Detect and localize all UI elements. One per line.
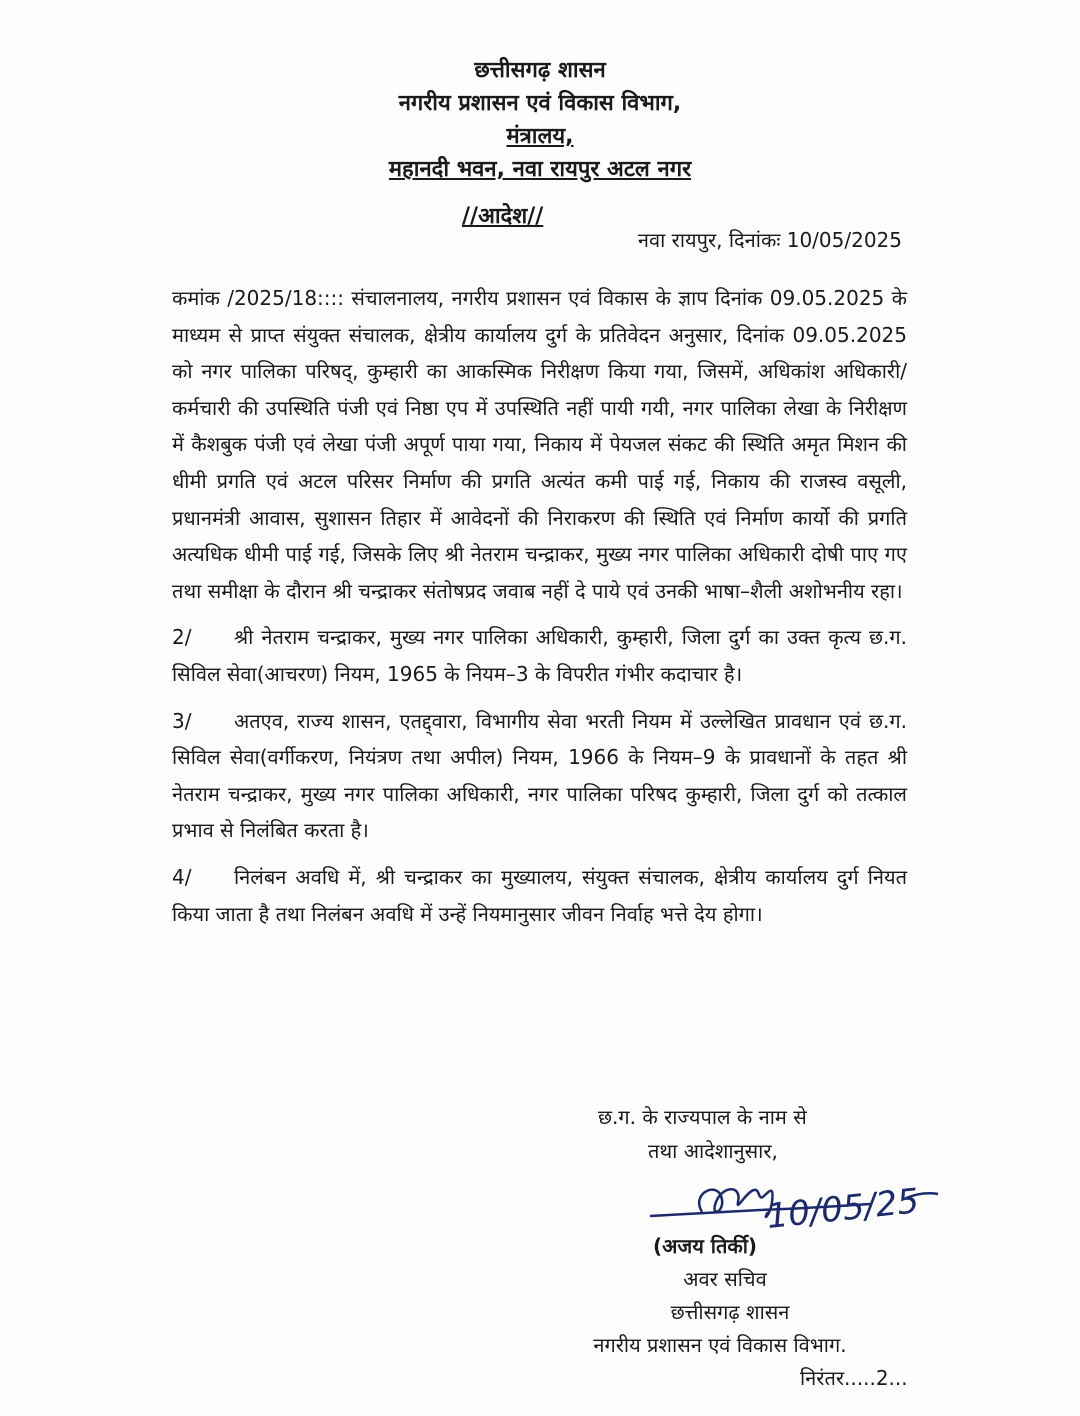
continued-marker: निरंतर.....2... xyxy=(800,1366,908,1390)
signatory-name: (अजय तिर्की) xyxy=(652,1234,758,1258)
paragraph-4-text: निलंबन अवधि में, श्री चन्द्राकर का मुख्यालय, संयुक्त संचालक, क्षेत्रीय कार्यालय दुर्ग नियत किया जाता है तथा निलंबन अवधि में उन्हें नियमानुसार जीवन निर्वाह भत्ते देय होगा। xyxy=(172,864,907,926)
letterhead-address: महानदी भवन, नवा रायपुर अटल नगर xyxy=(388,157,692,182)
signature-date: 10/05/25 xyxy=(764,1181,921,1237)
paragraph-1: कमांक /2025/18:::: संचालनालय, नगरीय प्रशासन एवं विकास के ज्ञाप दिनांक 09.05.2025 के माध्यम से प्राप्त संयुक्त संचालक, क्षेत्रीय कार्यालय दुर्ग के प्रतिवेदन अनुसार, दिनांक 09.05.2025 को नगर पालिका परिषद्, कुम्हारी का आकस्मिक निरीक्षण किया गया, जिसमें, अधिकांश अधिकारी/कर्मचारी की उपस्थिति पंजी एवं निष्ठा एप में उपस्थिति नहीं पायी गयी, नगर पालिका लेखा के निरीक्षण में कैशबुक पंजी एवं लेखा पंजी अपूर्ण पाया गया, निकाय में पेयजल संकट की स्थिति अमृत मिशन की धीमी प्रगति एवं अटल परिसर निर्माण की प्रगति अत्यंत कमी पाई गई, निकाय की राजस्व वसूली, प्रधानमंत्री आवास, सुशासन तिहार में आवेदनों की निराकरण की स्थिति एवं निर्माण कार्यो की प्रगति अत्यधिक धीमी पाई गई, जिसके लिए श्री नेतराम चन्द्राकर, मुख्य नगर पालिका अधिकारी दोषी पाए गए तथा समीक्षा के दौरान श्री चन्द्राकर संतोषप्रद जवाब नहीं दे पाये एवं उनकी भाषा–शैली अशोभनीय रहा। xyxy=(172,286,907,603)
signatory xyxy=(560,1230,920,1362)
letterhead-government: छत्तीसगढ़ शासन xyxy=(474,58,606,83)
authority-line xyxy=(598,1100,807,1168)
signatory-designation: अवर सचिव xyxy=(683,1267,767,1291)
letterhead xyxy=(0,54,1080,186)
paragraph-2 xyxy=(172,619,907,692)
letterhead-department: नगरीय प्रशासन एवं विकास विभाग, xyxy=(398,91,682,116)
paragraph-3 xyxy=(172,703,907,849)
paragraph-4-number: 4/ xyxy=(172,864,192,889)
authority-line-2: तथा आदेशानुसार, xyxy=(648,1139,778,1163)
order-title: //आदेश// xyxy=(462,204,544,229)
order-body xyxy=(172,280,907,942)
authority-line-1: छ.ग. के राज्यपाल के नाम से xyxy=(598,1105,807,1129)
paragraph-3-number: 3/ xyxy=(172,708,192,733)
order-dateline: नवा रायपुर, दिनांकः 10/05/2025 xyxy=(637,228,902,252)
paragraph-2-text: श्री नेतराम चन्द्राकर, मुख्य नगर पालिका अधिकारी, कुम्हारी, जिला दुर्ग का उक्त कृत्य छ.ग. सिविल सेवा(आचरण) नियम, 1965 के नियम–3 के विपरीत गंभीर कदाचार है। xyxy=(172,625,907,686)
letterhead-ministry: मंत्रालय, xyxy=(506,124,574,149)
signatory-government: छत्तीसगढ़ शासन xyxy=(670,1300,790,1324)
paragraph-3-text: अतएव, राज्य शासन, एतद्द्वारा, विभागीय सेवा भरती नियम में उल्लेखित प्रावधान एवं छ.ग. सिविल सेवा(वर्गीकरण, नियंत्रण तथा अपील) नियम, 1966 के नियम–9 के प्रावधानों के तहत श्री नेतराम चन्द्राकर, मुख्य नगर पालिका अधिकारी, नगर पालिका परिषद कुम्हारी, जिला दुर्ग को तत्काल प्रभाव से निलंबित करता है। xyxy=(172,708,907,843)
paragraph-4 xyxy=(172,859,907,932)
signatory-department: नगरीय प्रशासन एवं विकास विभाग. xyxy=(593,1333,847,1357)
paragraph-2-number: 2/ xyxy=(172,625,192,650)
